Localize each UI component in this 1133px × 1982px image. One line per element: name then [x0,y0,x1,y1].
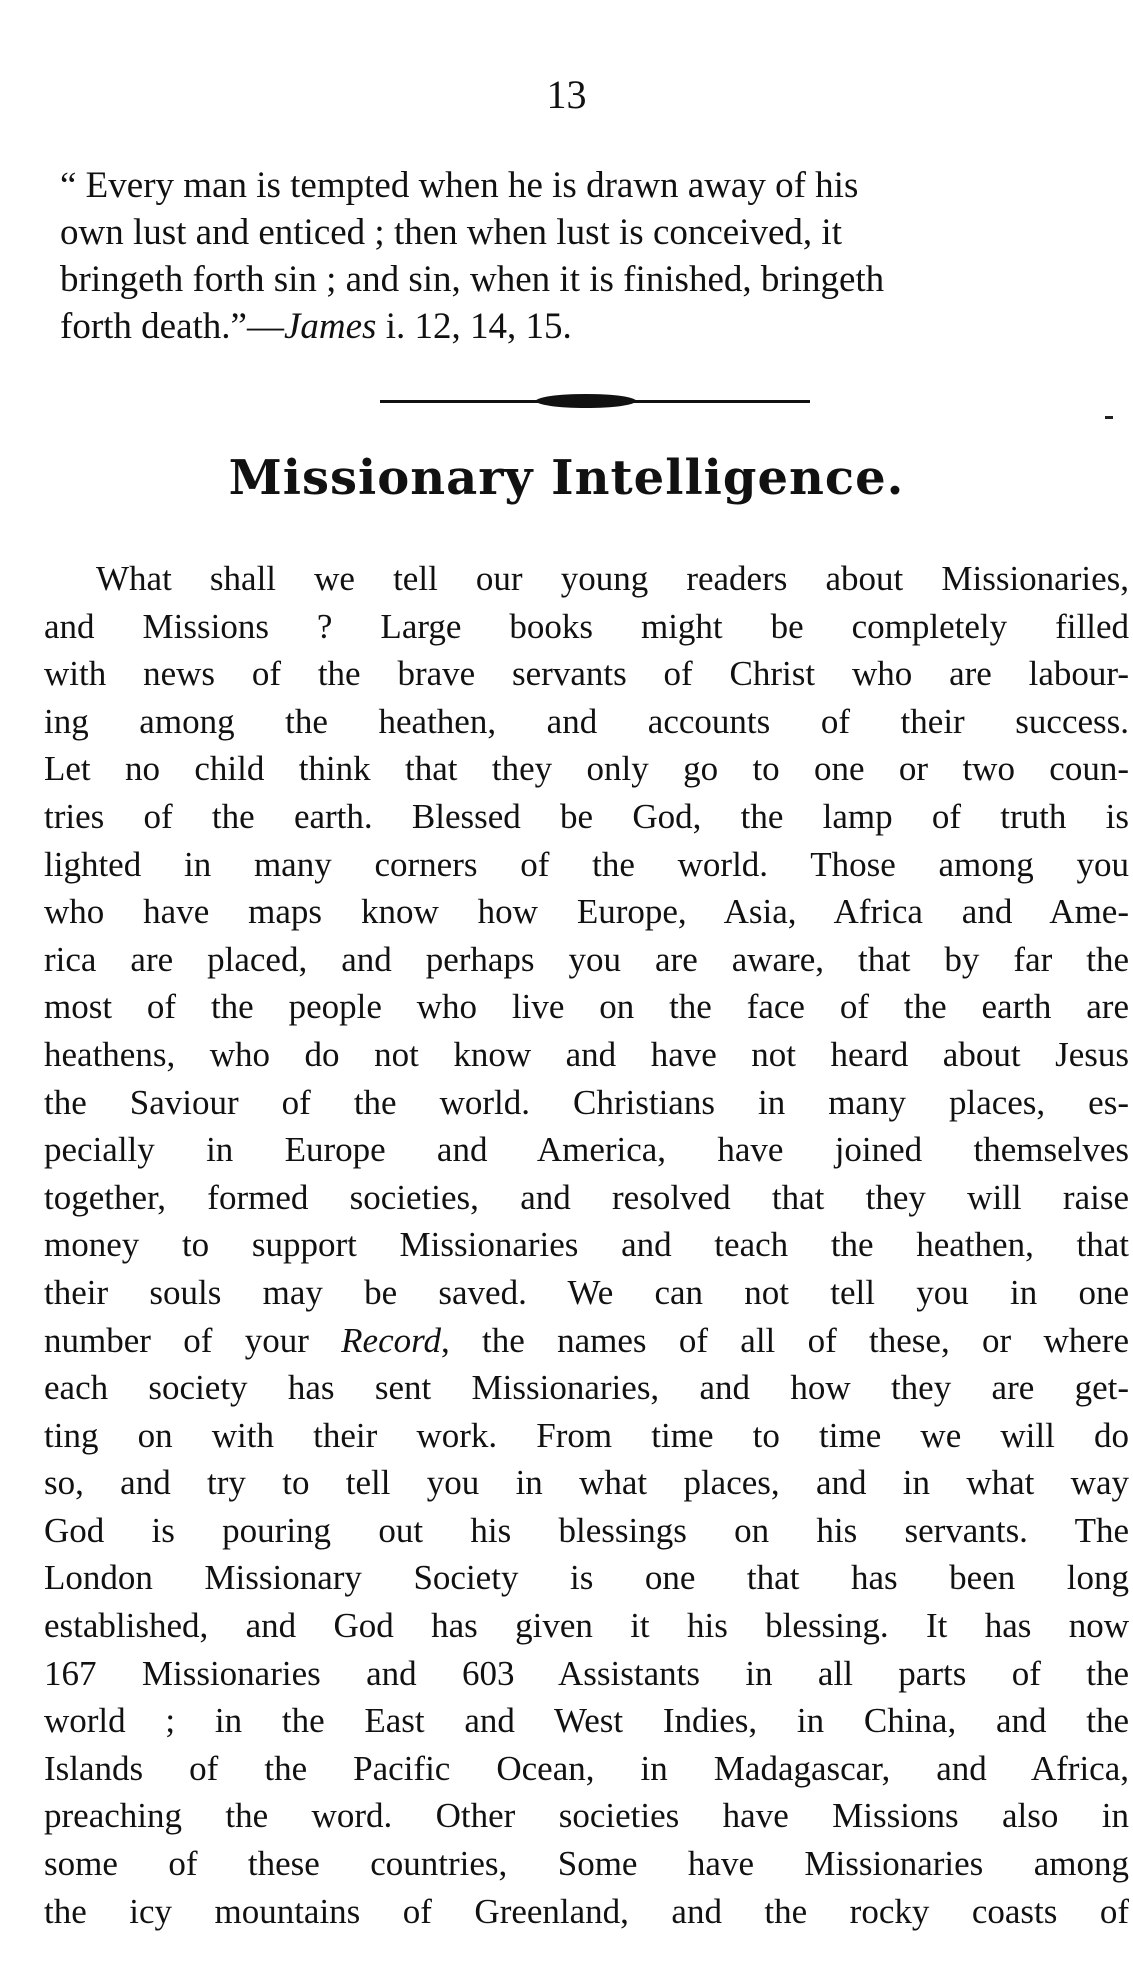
body-line: Let no child think that they only go to one or two coun- [44,749,1129,789]
quote-line: “ Every man is tempted when he is drawn away of his [60,165,859,206]
body-line: established, and God has given it his blessing. It has now [44,1606,1129,1646]
page-number: 13 [546,72,587,117]
body-line-with-italic [44,1317,1129,1365]
scripture-reference-book: James [283,306,377,347]
body-line: heathens, who do not know and have not heard about Jesus [44,1034,1129,1074]
article-body [44,555,1129,1935]
body-line: the icy mountains of Greenland, and the rocky coasts of [44,1891,1129,1931]
body-line: London Missionary Society is one that has been long [44,1558,1129,1598]
body-line: some of these countries, Some have Missionaries among [44,1844,1129,1884]
ornamental-divider [380,392,810,410]
section-heading: Missionary Intelligence. [228,450,905,506]
body-line: with news of the brave servants of Christ who are labour- [44,654,1129,694]
scripture-reference-verses: i. 12, 14, 15. [376,306,572,347]
quote-line: own lust and enticed ; then when lust is conceived, it [60,212,842,253]
record-title: Record [341,1320,441,1360]
body-line: lighted in many corners of the world. Those among you [44,844,1129,884]
body-line: tries of the earth. Blessed be God, the lamp of truth is [44,796,1129,836]
body-line: preaching the word. Other societies have Missions also in [44,1796,1129,1836]
body-line-tail: , the names of all of these, or where [440,1320,1129,1360]
body-line: world ; in the East and West Indies, in China, and the [44,1701,1129,1741]
body-line: together, formed societies, and resolved that they will raise [44,1177,1129,1217]
body-line: their souls may be saved. We can not tell you in one [44,1272,1129,1312]
body-line: God is pouring out his blessings on his servants. The [44,1510,1129,1550]
scripture-quote [60,162,1133,350]
body-line: the Saviour of the world. Christians in many places, es- [44,1082,1129,1122]
body-line: and Missions ? Large books might be completely filled [44,606,1129,646]
body-line: each society has sent Missionaries, and how they are get- [44,1368,1129,1408]
quote-line-with-reference [60,303,1133,350]
body-line: Islands of the Pacific Ocean, in Madagascar, and Africa, [44,1748,1129,1788]
body-line: 167 Missionaries and 603 Assistants in all parts of the [44,1653,1129,1693]
body-line: most of the people who live on the face of the earth are [44,987,1129,1027]
printing-mark [1105,416,1113,419]
body-line: pecially in Europe and America, have joined themselves [44,1130,1129,1170]
body-line: who have maps know how Europe, Asia, Africa and Ame- [44,892,1129,932]
divider-ornament [536,394,636,408]
body-line: money to support Missionaries and teach the heathen, that [44,1225,1129,1265]
body-line: so, and try to tell you in what places, and in what way [44,1463,1129,1503]
quote-line: bringeth forth sin ; and sin, when it is finished, bringeth [60,259,885,300]
body-line: rica are placed, and perhaps you are aware, that by far the [44,939,1129,979]
quote-line: forth death.”— [60,306,284,347]
body-line: number of your [44,1320,342,1360]
body-line: ing among the heathen, and accounts of their success. [44,701,1129,741]
body-line: ting on with their work. From time to time we will do [44,1415,1129,1455]
body-line: What shall we tell our young readers about Missionaries, [96,559,1129,598]
